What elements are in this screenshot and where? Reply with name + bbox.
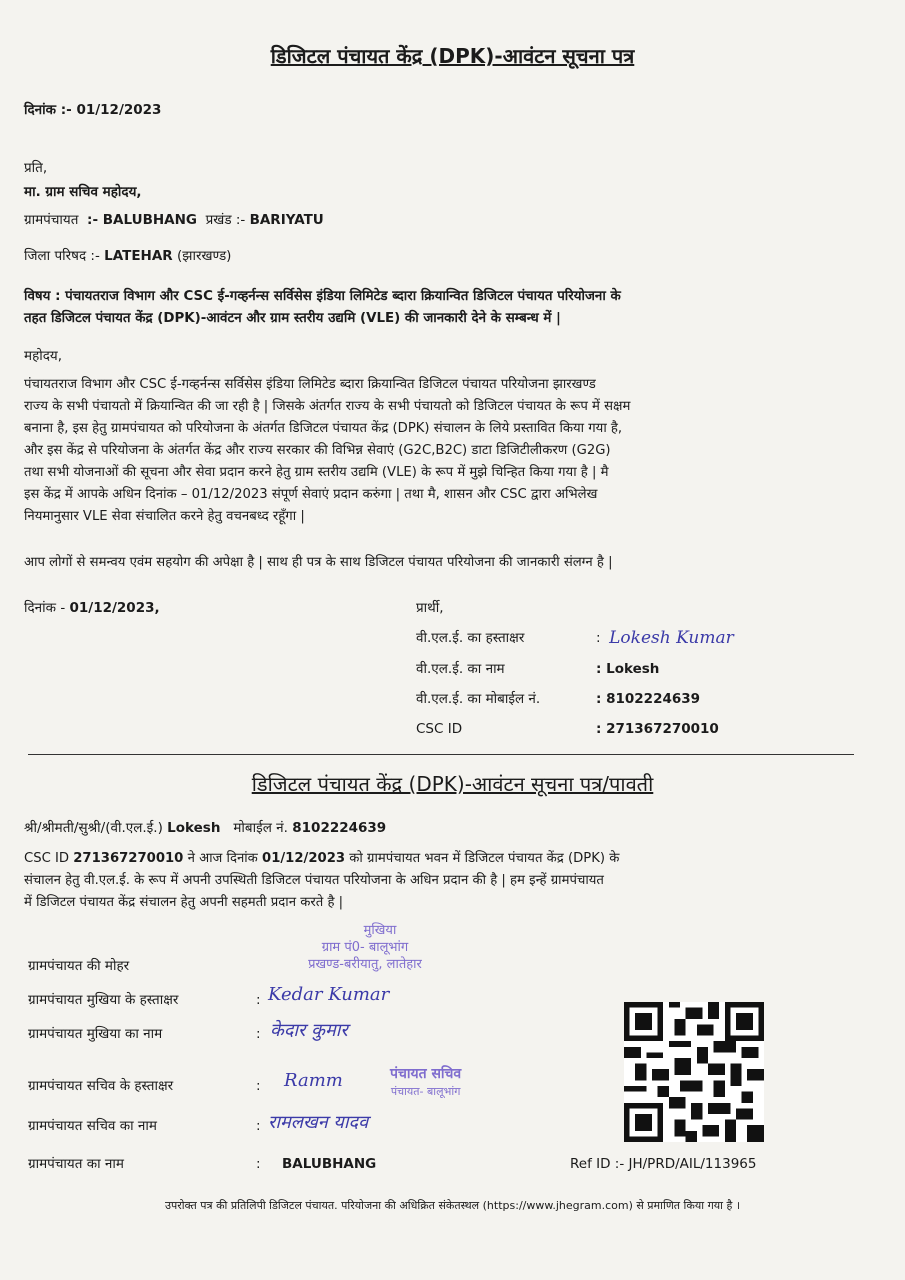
gp-line (24, 208, 324, 232)
qr-code (624, 1002, 764, 1142)
receipt-line-4: में डिजिटल पंचायत केंद्र संचालन हेतु अपनी सहमती प्रदान करते है | (24, 895, 344, 910)
mukhiya-sign-label: ग्रामपंचायत मुखिया के हस्ताक्षर (28, 992, 179, 1008)
csc-id-row (416, 714, 816, 744)
receipt-line-3: संचालन हेतु वी.एल.ई. के रूप में अपनी उपस्थिती डिजिटल पंचायत परियोजना के अधिन प्रदान की है | हम इन्हें ग्रामपंचायत (24, 873, 604, 888)
footer-note: उपरोक्त पत्र की प्रतिलिपी डिजिटल पंचायत. परियोजना की अधिक्रित संकेतस्थल (https://www.jhegram.com) से प्रमाणित किया गया है । (164, 1199, 741, 1212)
district-label: जिला परिषद :- (24, 248, 100, 264)
vle-sign-row: वी.एल.ई. का हस्ताक्षर : Lokesh Kumar (416, 628, 734, 648)
stamp-line-1: मुखिया (363, 923, 397, 938)
subject-line-2: तहत डिजिटल पंचायत केंद्र (DPK)-आवंटन और ग्राम स्तरीय उद्यमि (VLE) की जानकारी देने के सम्बन्ध में | (24, 311, 561, 326)
district-value: LATEHAR (104, 248, 173, 264)
body-line: और इस केंद्र से परियोजना के अंतर्गत केंद्र और राज्य सरकार की विभिन्न सेवाएं (G2C,B2C) डाटा डिजिटीलीकरण (G2G) (24, 443, 611, 458)
vle-mobile-label: वी.एल.ई. का मोबाईल नं. (416, 691, 541, 707)
vle-sign-label: वी.एल.ई. का हस्ताक्षर (416, 630, 525, 646)
csc-id-value: : 271367270010 (596, 721, 719, 737)
sachiv-sign-label: ग्रामपंचायत सचिव के हस्ताक्षर (28, 1078, 174, 1094)
receipt-title: डिजिटल पंचायत केंद्र (DPK)-आवंटन सूचना पत्र/पावती (251, 772, 654, 796)
district-line (24, 244, 231, 268)
addressee: मा. ग्राम सचिव महोदय, (24, 184, 142, 200)
ref-id: Ref ID :- JH/PRD/AIL/113965 (570, 1156, 757, 1172)
mukhiya-name-handwritten: केदार कुमार (270, 1020, 348, 1041)
body-line: तथा सभी योजनाओं की सूचना और सेवा प्रदान करने हेतु ग्राम स्तरीय उद्यमि (VLE) के रूप में मुझे चिन्हित किया गया है | मै (24, 465, 609, 480)
mukhiya-signature: Kedar Kumar (268, 984, 390, 1005)
vle-mobile-value: : 8102224639 (596, 691, 701, 707)
block-value: BARIYATU (249, 212, 324, 228)
gp-value: :- BALUBHANG (87, 212, 197, 228)
receipt-vle-line (24, 816, 386, 840)
receipt-mobile-value: 8102224639 (292, 820, 387, 836)
district-state: (झारखण्ड) (177, 248, 232, 264)
block-label: प्रखंड :- (205, 212, 246, 228)
mukhiya-name-label: ग्रामपंचायत मुखिया का नाम (28, 1026, 163, 1042)
csc-id-label: CSC ID (416, 721, 463, 737)
receipt-paragraph (24, 848, 872, 914)
body-line: पंचायतराज विभाग और CSC ई-गव्हर्नन्स सर्विसेस इंडिया लिमिटेड ब्दारा क्रियान्वित डिजिटल पंचायत परियोजना झारखण्ड (24, 377, 596, 392)
letter-title: डिजिटल पंचायत केंद्र (DPK)-आवंटन सूचना पत्र (270, 44, 635, 68)
body-line: इस केंद्र में आपके अधिन दिनांक – 01/12/2023 संपूर्ण सेवाएं प्रदान करुंगा | तथा मै, शासन और CSC द्वारा अभिलेख (24, 487, 598, 502)
vle-name-value: : Lokesh (596, 661, 660, 677)
sachiv-name-label: ग्रामपंचायत सचिव का नाम (28, 1118, 157, 1134)
sign-date-value: 01/12/2023, (69, 600, 160, 616)
sachiv-stamp (390, 1066, 461, 1100)
receipt-line-2 (24, 848, 872, 870)
body-line: बनाना है, इस हेतु ग्रामपंचायत को परियोजना के अंतर्गत डिजिटल पंचायत केंद्र (DPK) संचालन के लिये प्रस्तावित किया गया है, (24, 421, 623, 436)
date-line (24, 98, 161, 122)
closing-line: आप लोगों से समन्वय एवंम सहयोग की अपेक्षा है | साथ ही पत्र के साथ डिजिटल पंचायत परियोजना की जानकारी संलग्न है | (24, 555, 613, 570)
body-line: राज्य के सभी पंचायतो में क्रियान्वित की जा रही है | जिसके अंतर्गत राज्य के सभी पंचायतो को डिजिटल पंचायत के रूप में सक्षम (24, 399, 631, 414)
vle-name-label: वी.एल.ई. का नाम (416, 661, 505, 677)
gp-name-label: ग्रामपंचायत का नाम (28, 1156, 124, 1172)
sign-date-label: दिनांक - (24, 600, 66, 616)
mukhiya-stamp (270, 922, 460, 973)
sachiv-name-handwritten: रामलखन यादव (268, 1112, 369, 1133)
salutation: महोदय, (24, 348, 63, 364)
vle-name-row (416, 654, 816, 684)
subject (24, 286, 872, 330)
sachiv-stamp-line-1: पंचायत सचिव (390, 1066, 462, 1082)
subject-line-1: विषय : पंचायतराज विभाग और CSC ई-गव्हर्नन्स सर्विसेस इंडिया लिमिटेड ब्दारा क्रियान्वित डिजिटल पंचायत परियोजना के (24, 289, 621, 304)
receipt-csc-id: 271367270010 (73, 851, 184, 866)
section-divider (28, 754, 854, 755)
gp-name-value: BALUBHANG (282, 1156, 377, 1172)
body-line: नियमानुसार VLE सेवा संचालित करने हेतु वचनबध्द रहूँगा | (24, 509, 305, 524)
date-value: 01/12/2023 (76, 102, 162, 118)
vle-details (416, 622, 816, 744)
sachiv-stamp-line-2: पंचायत- बालूभांग (390, 1085, 461, 1098)
sign-date (24, 596, 160, 620)
receipt-rest: को ग्रामपंचायत भवन में डिजिटल पंचायत केंद्र (DPK) के (349, 851, 620, 866)
body-paragraph (24, 374, 872, 528)
date-label: दिनांक :- (24, 102, 72, 118)
stamp-line-3: प्रखण्ड-बरीयातु, लातेहार (308, 957, 422, 972)
gp-label: ग्रामपंचायत (24, 212, 79, 228)
receipt-vle-prefix: श्री/श्रीमती/सुश्री/(वी.एल.ई.) (24, 820, 163, 836)
vle-mobile-row (416, 684, 816, 714)
to-line: प्रति, (24, 160, 48, 176)
seal-label: ग्रामपंचायत की मोहर (28, 958, 130, 974)
sachiv-signature: Ramm (284, 1070, 343, 1091)
vle-signature: Lokesh Kumar (609, 628, 734, 648)
applicant-label: प्रार्थी, (416, 600, 444, 616)
receipt-mobile-label: मोबाईल नं. (233, 820, 288, 836)
stamp-line-2: ग्राम पं0- बालूभांग (321, 940, 409, 955)
receipt-csc-label: CSC ID (24, 851, 70, 866)
receipt-mid: ने आज दिनांक (187, 851, 258, 866)
receipt-vle-name: Lokesh (167, 820, 221, 836)
receipt-date: 01/12/2023 (262, 851, 346, 866)
